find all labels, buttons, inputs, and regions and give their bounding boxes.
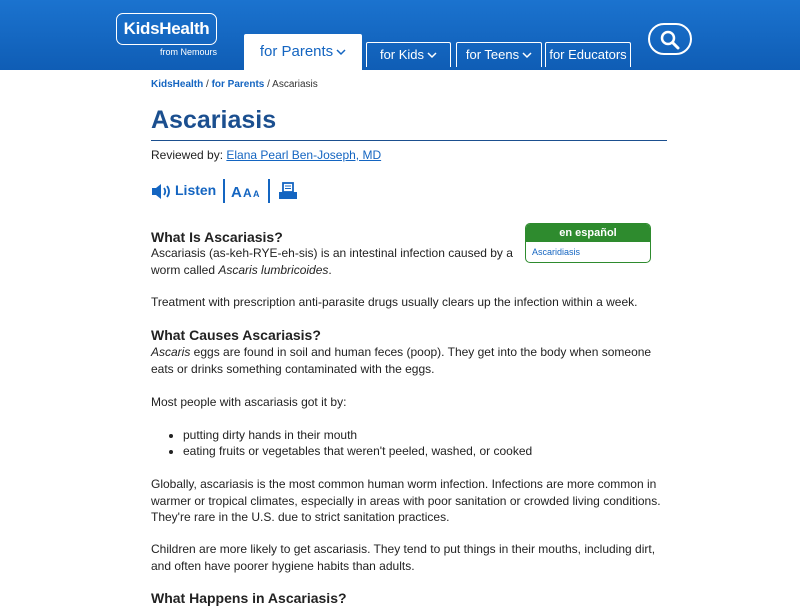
search-icon [660,30,680,50]
breadcrumb [151,79,318,90]
list-item: • eating fruits or vegetables that weren't peeled, washed, or cooked [183,443,667,459]
scientific-name: Ascaris [151,345,191,359]
chevron-down-icon [336,49,346,56]
print-button[interactable] [276,177,300,205]
speaker-icon [151,183,173,200]
logo-sub: from Nemours [159,47,217,57]
logo-name: KidsHealth [116,13,217,45]
section-heading: What Causes Ascariasis? [151,327,321,343]
site-header [0,0,800,70]
spanish-link[interactable]: Ascaridiasis [532,247,581,257]
tab-for-teens[interactable] [456,42,542,67]
breadcrumb-section-link[interactable]: for Parents [211,79,265,90]
search-button[interactable] [648,23,692,55]
tab-label: for Educators [549,47,627,62]
breadcrumb-separator: / [203,79,212,90]
listen-button[interactable] [151,177,217,205]
tab-for-parents[interactable] [244,34,362,70]
section-heading: What Happens in Ascariasis? [151,590,347,606]
list-item: • putting dirty hands in their mouth [183,427,667,443]
reviewed-label: Reviewed by: [151,148,227,162]
text-size-button[interactable] [231,177,263,205]
svg-text:A: A [243,186,252,199]
page-title: Ascariasis [151,106,277,134]
paragraph: Ascariasis (as-keh-RYE-eh-sis) is an intestinal infection caused by a worm called Ascaris lumbricoides. [151,246,513,277]
bullet-list [151,427,667,459]
scientific-name: Ascaris lumbricoides [218,262,329,277]
reviewed-by [151,148,381,162]
breadcrumb-home-link[interactable]: KidsHealth [151,79,204,90]
spanish-version-box [525,223,651,263]
svg-text:A: A [231,184,242,199]
tab-label: for Kids [379,47,425,62]
paragraph: Most people with ascariasis got it by: [151,395,347,409]
section-heading: What Is Ascariasis? [151,229,283,245]
tab-label: for Parents [259,43,334,60]
paragraph: Children are more likely to get ascariasis. They tend to put things in their mouths, including dirt, and often have poorer hygiene habits than adults. [151,542,656,573]
svg-text:A: A [253,189,260,199]
spanish-heading: en español [526,224,650,242]
tab-for-kids[interactable] [366,42,451,67]
paragraph: Treatment with prescription anti-parasite drugs usually clears up the infection within a week. [151,295,638,309]
tool-divider [268,179,270,203]
listen-label: Listen [175,182,217,198]
reviewer-link[interactable]: Elana Pearl Ben-Joseph, MD [226,148,382,162]
paragraph: Ascaris eggs are found in soil and human feces (poop). They get into the body when someone eats or drinks something contaminated with the eggs. [151,345,652,376]
kidshealth-logo[interactable] [116,13,217,59]
tab-label: for Teens [465,47,520,62]
tab-for-educators[interactable] [545,42,631,67]
tool-divider [223,179,225,203]
title-divider [151,140,667,141]
paragraph: Globally, ascariasis is the most common human worm infection. Infections are more common in warmer or tropical climates, especially in areas with poor sanitation or crowded living conditions. They're rare in the U.S. due to strict sanitation practices. [151,477,661,524]
breadcrumb-current: Ascariasis [272,79,318,90]
text-size-icon [231,183,263,199]
breadcrumb-separator: / [264,79,273,90]
print-icon [278,182,298,200]
chevron-down-icon [522,52,532,59]
chevron-down-icon [427,52,437,59]
